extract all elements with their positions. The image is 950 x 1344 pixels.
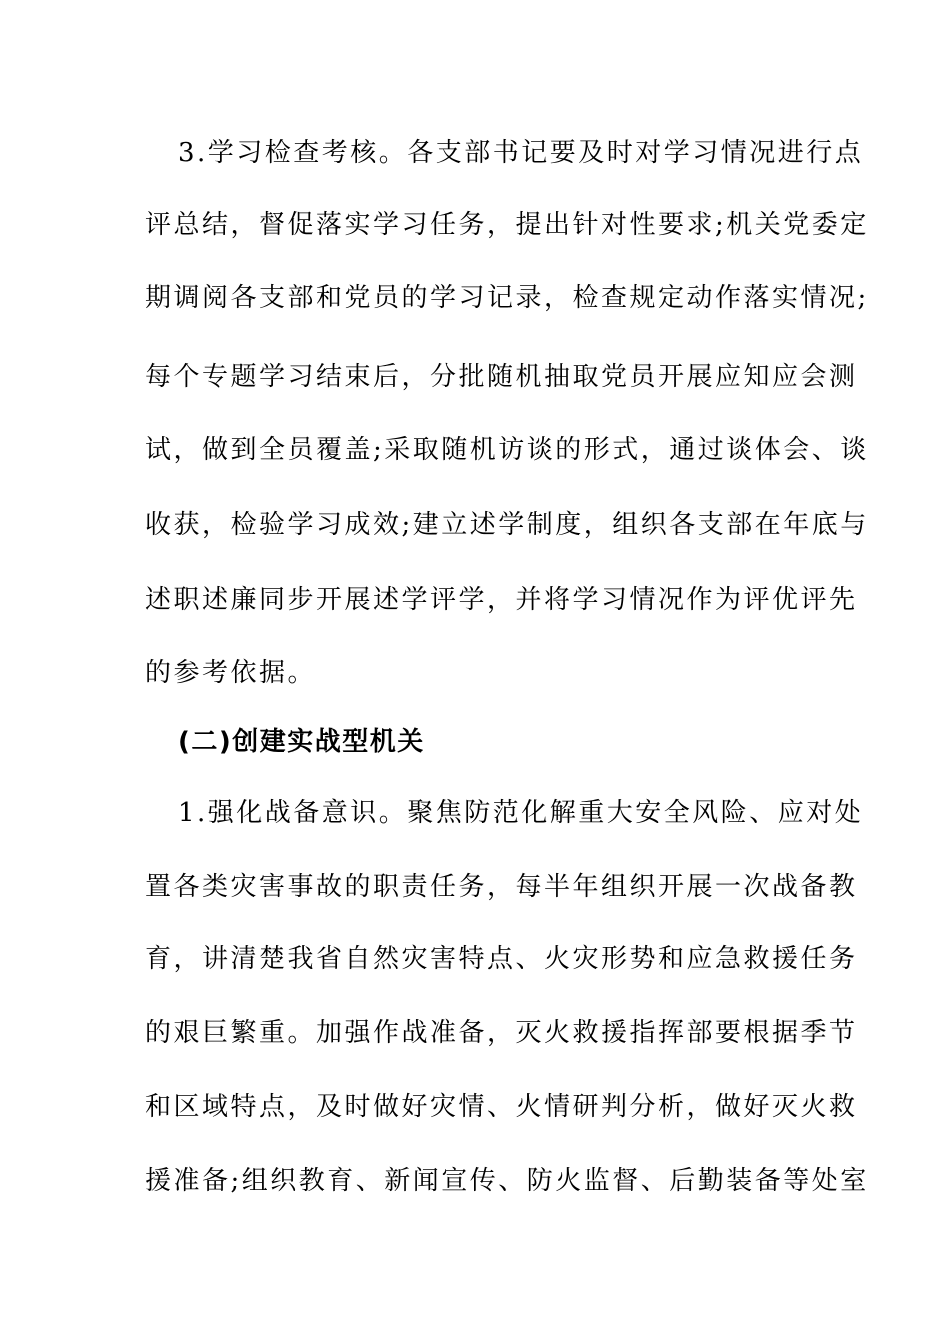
paragraph-line: 援准备;组织教育、新闻宣传、防火监督、后勤装备等处室 — [145, 1166, 869, 1196]
paragraph-line: 每个专题学习结束后，分批随机抽取党员开展应知应会测 — [145, 362, 858, 392]
paragraph-line: 置各类灾害事故的职责任务，每半年组织开展一次战备教 — [145, 872, 858, 902]
paragraph-line: 述职述廉同步开展述学评学，并将学习情况作为评优评先 — [145, 585, 858, 615]
paragraph-line: 收获，检验学习成效;建立述学制度，组织各支部在年底与 — [145, 510, 869, 540]
paragraph-line: 期调阅各支部和党员的学习记录，检查规定动作落实情况; — [145, 283, 869, 313]
paragraph-line: 评总结，督促落实学习任务，提出针对性要求;机关党委定 — [145, 210, 869, 240]
paragraph-line: 育，讲清楚我省自然灾害特点、火灾形势和应急救援任务 — [145, 944, 858, 974]
paragraph-line: 的艰巨繁重。加强作战准备，灭火救援指挥部要根据季节 — [145, 1018, 858, 1048]
paragraph-line: 3.学习检查考核。各支部书记要及时对学习情况进行点 — [178, 138, 864, 168]
paragraph-line: 的参考依据。 — [145, 658, 317, 688]
paragraph-line: 和区域特点，及时做好灾情、火情研判分析，做好灭火救 — [145, 1092, 858, 1122]
paragraph-line: 试，做到全员覆盖;采取随机访谈的形式，通过谈体会、谈 — [145, 435, 869, 465]
section-heading: (二)创建实战型机关 — [178, 727, 425, 757]
paragraph-line: 1.强化战备意识。聚焦防范化解重大安全风险、应对处 — [178, 798, 864, 828]
